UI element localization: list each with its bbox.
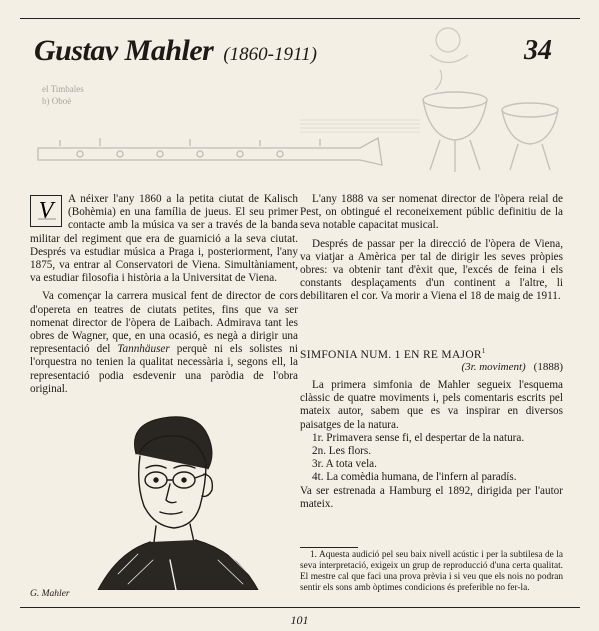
top-rule bbox=[20, 18, 580, 19]
movement-label: (3r. moviment) bbox=[461, 361, 526, 373]
symphony-intro: La primera simfonia de Mahler segueix l'esquema clàssic de quatre moviments i, pels comentaris escrits pel mateix autor, sabem que es va inspirar en diversos paisatges de la natura. bbox=[300, 379, 563, 431]
biography-column-left bbox=[30, 193, 298, 401]
footnote-rule bbox=[300, 547, 358, 548]
mahler-portrait bbox=[58, 414, 298, 590]
symphony-heading: SIMFONIA NUM. 1 EN RE MAJOR$^1$ bbox=[300, 347, 486, 361]
oboe-drawing bbox=[38, 138, 382, 165]
footnote-mark: 1 bbox=[481, 347, 486, 355]
symphony-year: (1888) bbox=[533, 361, 563, 373]
tannhauser-title: Tannhäuser bbox=[117, 343, 170, 356]
biography-paragraph-1 bbox=[30, 193, 298, 285]
portrait-caption: G. Mahler bbox=[30, 589, 70, 599]
symphony-premiere: Va ser estrenada a Hamburg el 1892, dirigida per l'autor mateix. bbox=[300, 484, 563, 510]
bg-label-oboe: b) Oboè bbox=[42, 96, 72, 106]
biography-text-1: A néixer l'any 1860 a la petita ciutat de Kalisch (Bohèmia) en una família de jueus. El seu primer contacte amb la música va ser a través de la banda militar del regiment que era de guarnició a la seva ciutat. Després va estudiar música a Praga i, posteriorment, l'any 1875, va entrar al Conservatori de Viena. Simultàniament, va estudiar filosofia i història a la Universitat de Viena. bbox=[30, 193, 298, 285]
staff-lines bbox=[300, 120, 420, 132]
biography-column-right bbox=[300, 193, 563, 309]
bg-label-timbales: el Timbales bbox=[42, 84, 84, 94]
movement-list bbox=[300, 432, 563, 485]
page-title bbox=[34, 34, 317, 68]
biography-paragraph-3: L'any 1888 va ser nomenat director de l'òpera reial de Pest, on obtingué el reconeixement públic definitiu de la seva notable capacitat musical. bbox=[300, 193, 563, 232]
timpani-drawing bbox=[423, 92, 558, 172]
page-number: 101 bbox=[290, 613, 309, 627]
svg-text:V: V bbox=[38, 198, 54, 224]
composer-years: (1860-1911) bbox=[223, 44, 317, 65]
drop-cap bbox=[30, 195, 62, 227]
chapter-number: 34 bbox=[524, 35, 552, 66]
figure-drawing bbox=[430, 28, 468, 90]
biography-paragraph-2: Va començar la carrera musical fent de director de cors d'opereta en teatres de ciutats petites, fins que va ser nomenat director de l'òpera de Laibach. Admirava tant les obres de Wagner, que, en una ocasió, es negà a dirigir una representació del Tannhäuser perquè ni els solistes ni l'orquestra no tenien la qualitat necessària i, segons ell, la representació podia esdevenir una paròdia de l'obra original. bbox=[30, 290, 298, 395]
movement-item: 2n. Les flors. bbox=[312, 445, 372, 458]
bottom-rule bbox=[20, 607, 580, 608]
movement-item: 3r. A tota vela. bbox=[312, 458, 377, 471]
movement-item: 4t. La comèdia humana, de l'infern al paradís. bbox=[312, 471, 517, 484]
drop-cap-letter bbox=[32, 197, 60, 225]
movement-item: 1r. Primavera sense fi, el despertar de la natura. bbox=[312, 431, 525, 444]
biography-paragraph-4: Després de passar per la direcció de l'òpera de Viena, va viatjar a Amèrica per tal de dirigir les seves pròpies obres: va obtenir tant d'èxit que, l'excés de feina i els constants desplaçaments d'un continent a l'altre, li debilitaren el cor. Va morir a Viena el 18 de maig de 1911. bbox=[300, 237, 563, 303]
symphony-description bbox=[300, 379, 563, 511]
symphony-subheading bbox=[300, 361, 563, 373]
composer-name: Gustav Mahler bbox=[34, 34, 214, 67]
footnote: 1. Aquesta audició pel seu baix nivell acústic i per la subtilesa de la seva interpretació, exigeix un grup de reproducció d'una certa qualitat. El mestre cal que faci una prova prèvia i si veu que els nois no podran sentir els sons amb òptimes condicions és preferible no fer-la. bbox=[300, 550, 563, 593]
